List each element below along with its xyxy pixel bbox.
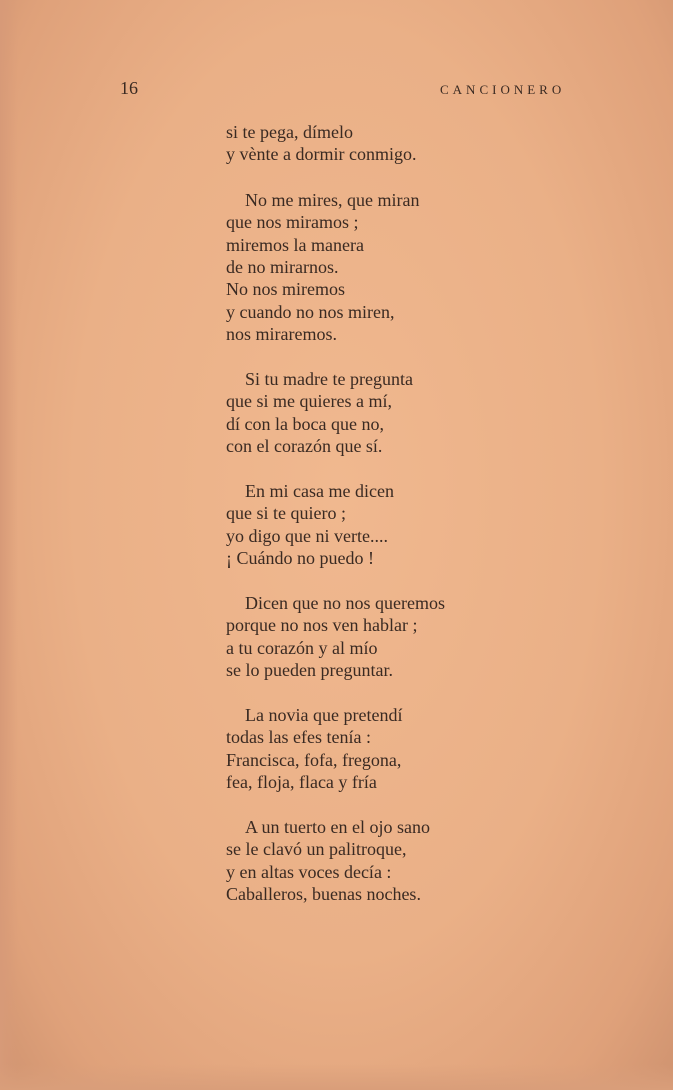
verse-line: nos miraremos.: [226, 324, 337, 345]
verse-line: yo digo que ni verte....: [226, 525, 388, 546]
poem-text: [226, 121, 646, 928]
verse-line: Francisca, fofa, fregona,: [226, 749, 402, 770]
verse-line: y cuando no nos miren,: [226, 301, 395, 322]
verse-line: dí con la boca que no,: [226, 413, 384, 434]
verse-line: a tu corazón y al mío: [226, 637, 378, 658]
verse-line: y en altas voces decía :: [226, 861, 392, 882]
stanza: [226, 816, 646, 906]
verse-line: se lo pueden preguntar.: [226, 659, 393, 680]
page-number: 16: [120, 78, 138, 98]
verse-line: todas las efes tenía :: [226, 727, 371, 748]
verse-line: A un tuerto en el ojo sano: [245, 816, 430, 837]
verse-line: y vènte a dormir conmigo.: [226, 144, 417, 165]
verse-line: con el corazón que sí.: [226, 436, 383, 457]
stanza: [226, 121, 646, 166]
running-head-title: CANCIONERO: [440, 82, 566, 97]
verse-line: de no mirarnos.: [226, 256, 339, 277]
verse-line: que nos miramos ;: [226, 212, 359, 233]
verse-line: Dicen que no nos queremos: [245, 592, 445, 613]
verse-line: No nos miremos: [226, 279, 345, 300]
verse-line: La novia que pretendí: [245, 704, 403, 725]
verse-line: Si tu madre te pregunta: [245, 368, 413, 389]
stanza: [226, 592, 646, 682]
page-edge-shadow: [0, 0, 18, 1090]
verse-line: Caballeros, buenas noches.: [226, 883, 421, 904]
verse-line: ¡ Cuándo no puedo !: [226, 548, 374, 569]
verse-line: miremos la manera: [226, 234, 364, 255]
verse-line: que si te quiero ;: [226, 503, 346, 524]
page-bottom-shadow: [0, 1064, 673, 1090]
verse-line: si te pega, dímelo: [226, 122, 353, 142]
verse-line: porque no nos ven hablar ;: [226, 615, 418, 636]
stanza: [226, 480, 646, 570]
stanza: [226, 368, 646, 458]
verse-line: En mi casa me dicen: [245, 480, 394, 501]
verse-line: que si me quieres a mí,: [226, 391, 392, 412]
verse-line: se le clavó un palitroque,: [226, 839, 407, 860]
stanza: [226, 189, 646, 346]
stanza: [226, 704, 646, 794]
verse-line: No me mires, que miran: [245, 189, 420, 210]
verse-line: fea, floja, flaca y fría: [226, 771, 377, 792]
